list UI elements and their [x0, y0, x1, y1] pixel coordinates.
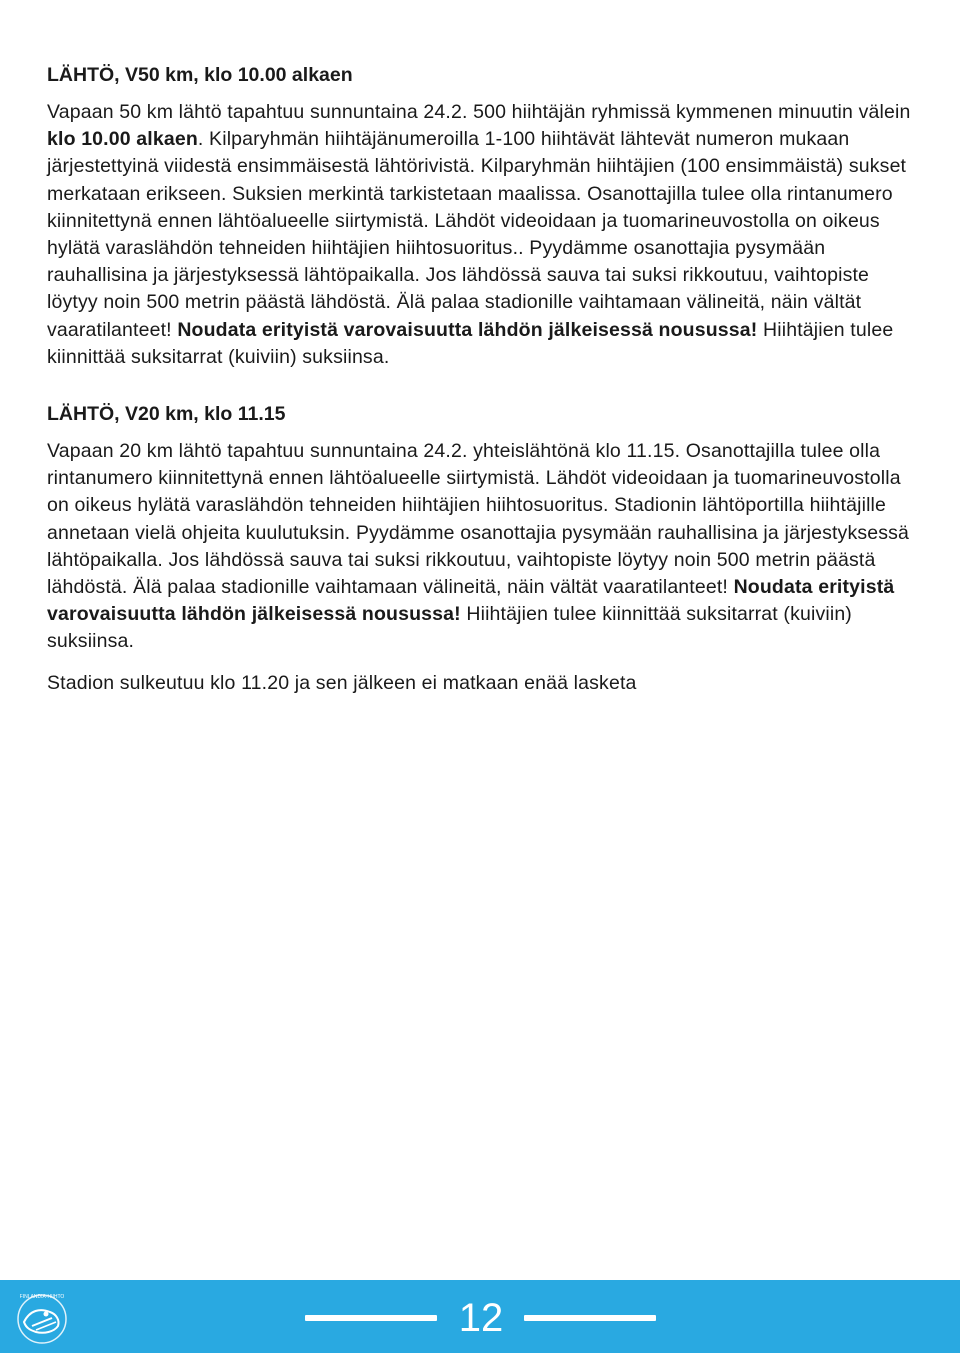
text-run: Vapaan 50 km lähtö tapahtuu sunnuntaina 24.2. 500 hiihtäjän ryhmissä kymmenen minuutin välein — [47, 101, 911, 123]
section-heading-v50: LÄHTÖ, V50 km, klo 10.00 alkaen — [47, 64, 353, 86]
section-heading-v20: LÄHTÖ, V20 km, klo 11.15 — [47, 403, 286, 426]
paragraph-stadium-closing: Stadion sulkeutuu klo 11.20 ja sen jälkeen ei matkaan enää lasketa — [47, 671, 637, 694]
svg-text:FINLANDIA-HIIHTO: FINLANDIA-HIIHTO — [19, 1294, 65, 1300]
bold-text-run: klo 10.00 alkaen — [47, 128, 198, 151]
text-run: . Kilparyhmän hiihtäjänumeroilla 1-100 hiihtävät lähtevät numeron mukaan järjestettyinä viidestä ensimmäisestä lähtörivistä. Kilparyhmän hiihtäjien (100 ensimmäistä) sukset merkataan erikseen. Suksien merkintä tarkistetaan maalissa. Osanottajilla tulee olla rintanumero kiinnitettynä ennen lähtöalueelle siirtymistä. Lähdöt videoidaan ja tuomarineuvostolla on oikeus hylätä varaslähdön tehneiden hiihtäjien hiihtosuoritus.. Pyydämme osanottajia pysymään rauhallisina ja järjestyksessä lähtöpaikalla. Jos lähdössä sauva tai suksi rikkoutuu, vaihtopiste löytyy noin 500 metrin päästä lähdöstä. Älä palaa stadionille vaihtamaan välineitä, näin vältät vaaratilanteet! — [47, 128, 907, 341]
page-footer — [0, 1280, 960, 1353]
footer-divider-right — [524, 1315, 656, 1321]
paragraph-v50 — [47, 99, 917, 371]
page-number: 12 — [458, 1296, 504, 1340]
text-run: Vapaan 20 km lähtö tapahtuu sunnuntaina 24.2. yhteislähtönä klo 11.15. Osanottajilla tulee olla rintanumero kiinnitettynä ennen lähtöalueelle siirtymistä. Lähdöt videoidaan ja tuomarineuvostolla on oikeus hylätä varaslähdön tehneiden hiihtäjien hiihtosuoritus. Stadionin lähtöportilla hiihtäjille annetaan vielä ohjeita kuulutuksin. Pyydämme osanottajia pysymään rauhallisina ja järjestyksessä lähtöpaikalla. Jos lähdössä sauva tai suksi rikkoutuu, vaihtopiste löytyy noin 500 metrin päästä lähdöstä. Älä palaa stadionille vaihtamaan välineitä, näin vältät vaaratilanteet! — [47, 440, 910, 599]
document-body — [47, 62, 917, 697]
footer-divider-left — [305, 1315, 437, 1321]
bold-warning-text: Noudata erityistä varovaisuutta lähdön jälkeisessä nousussa! — [177, 318, 758, 341]
paragraph-v20 — [47, 438, 917, 656]
finlandia-hiihto-logo-icon — [10, 1286, 74, 1348]
text-run: Hiihtäjien tulee kiinnittää suksitarrat (kuiviin) suksiinsa. — [47, 318, 894, 368]
text-run: Hiihtäjien tulee kiinnittää suksitarrat (kuiviin) suksiinsa. — [47, 603, 852, 653]
bold-warning-text: Noudata erityistä varovaisuutta lähdön jälkeisessä nousussa! — [47, 576, 895, 626]
